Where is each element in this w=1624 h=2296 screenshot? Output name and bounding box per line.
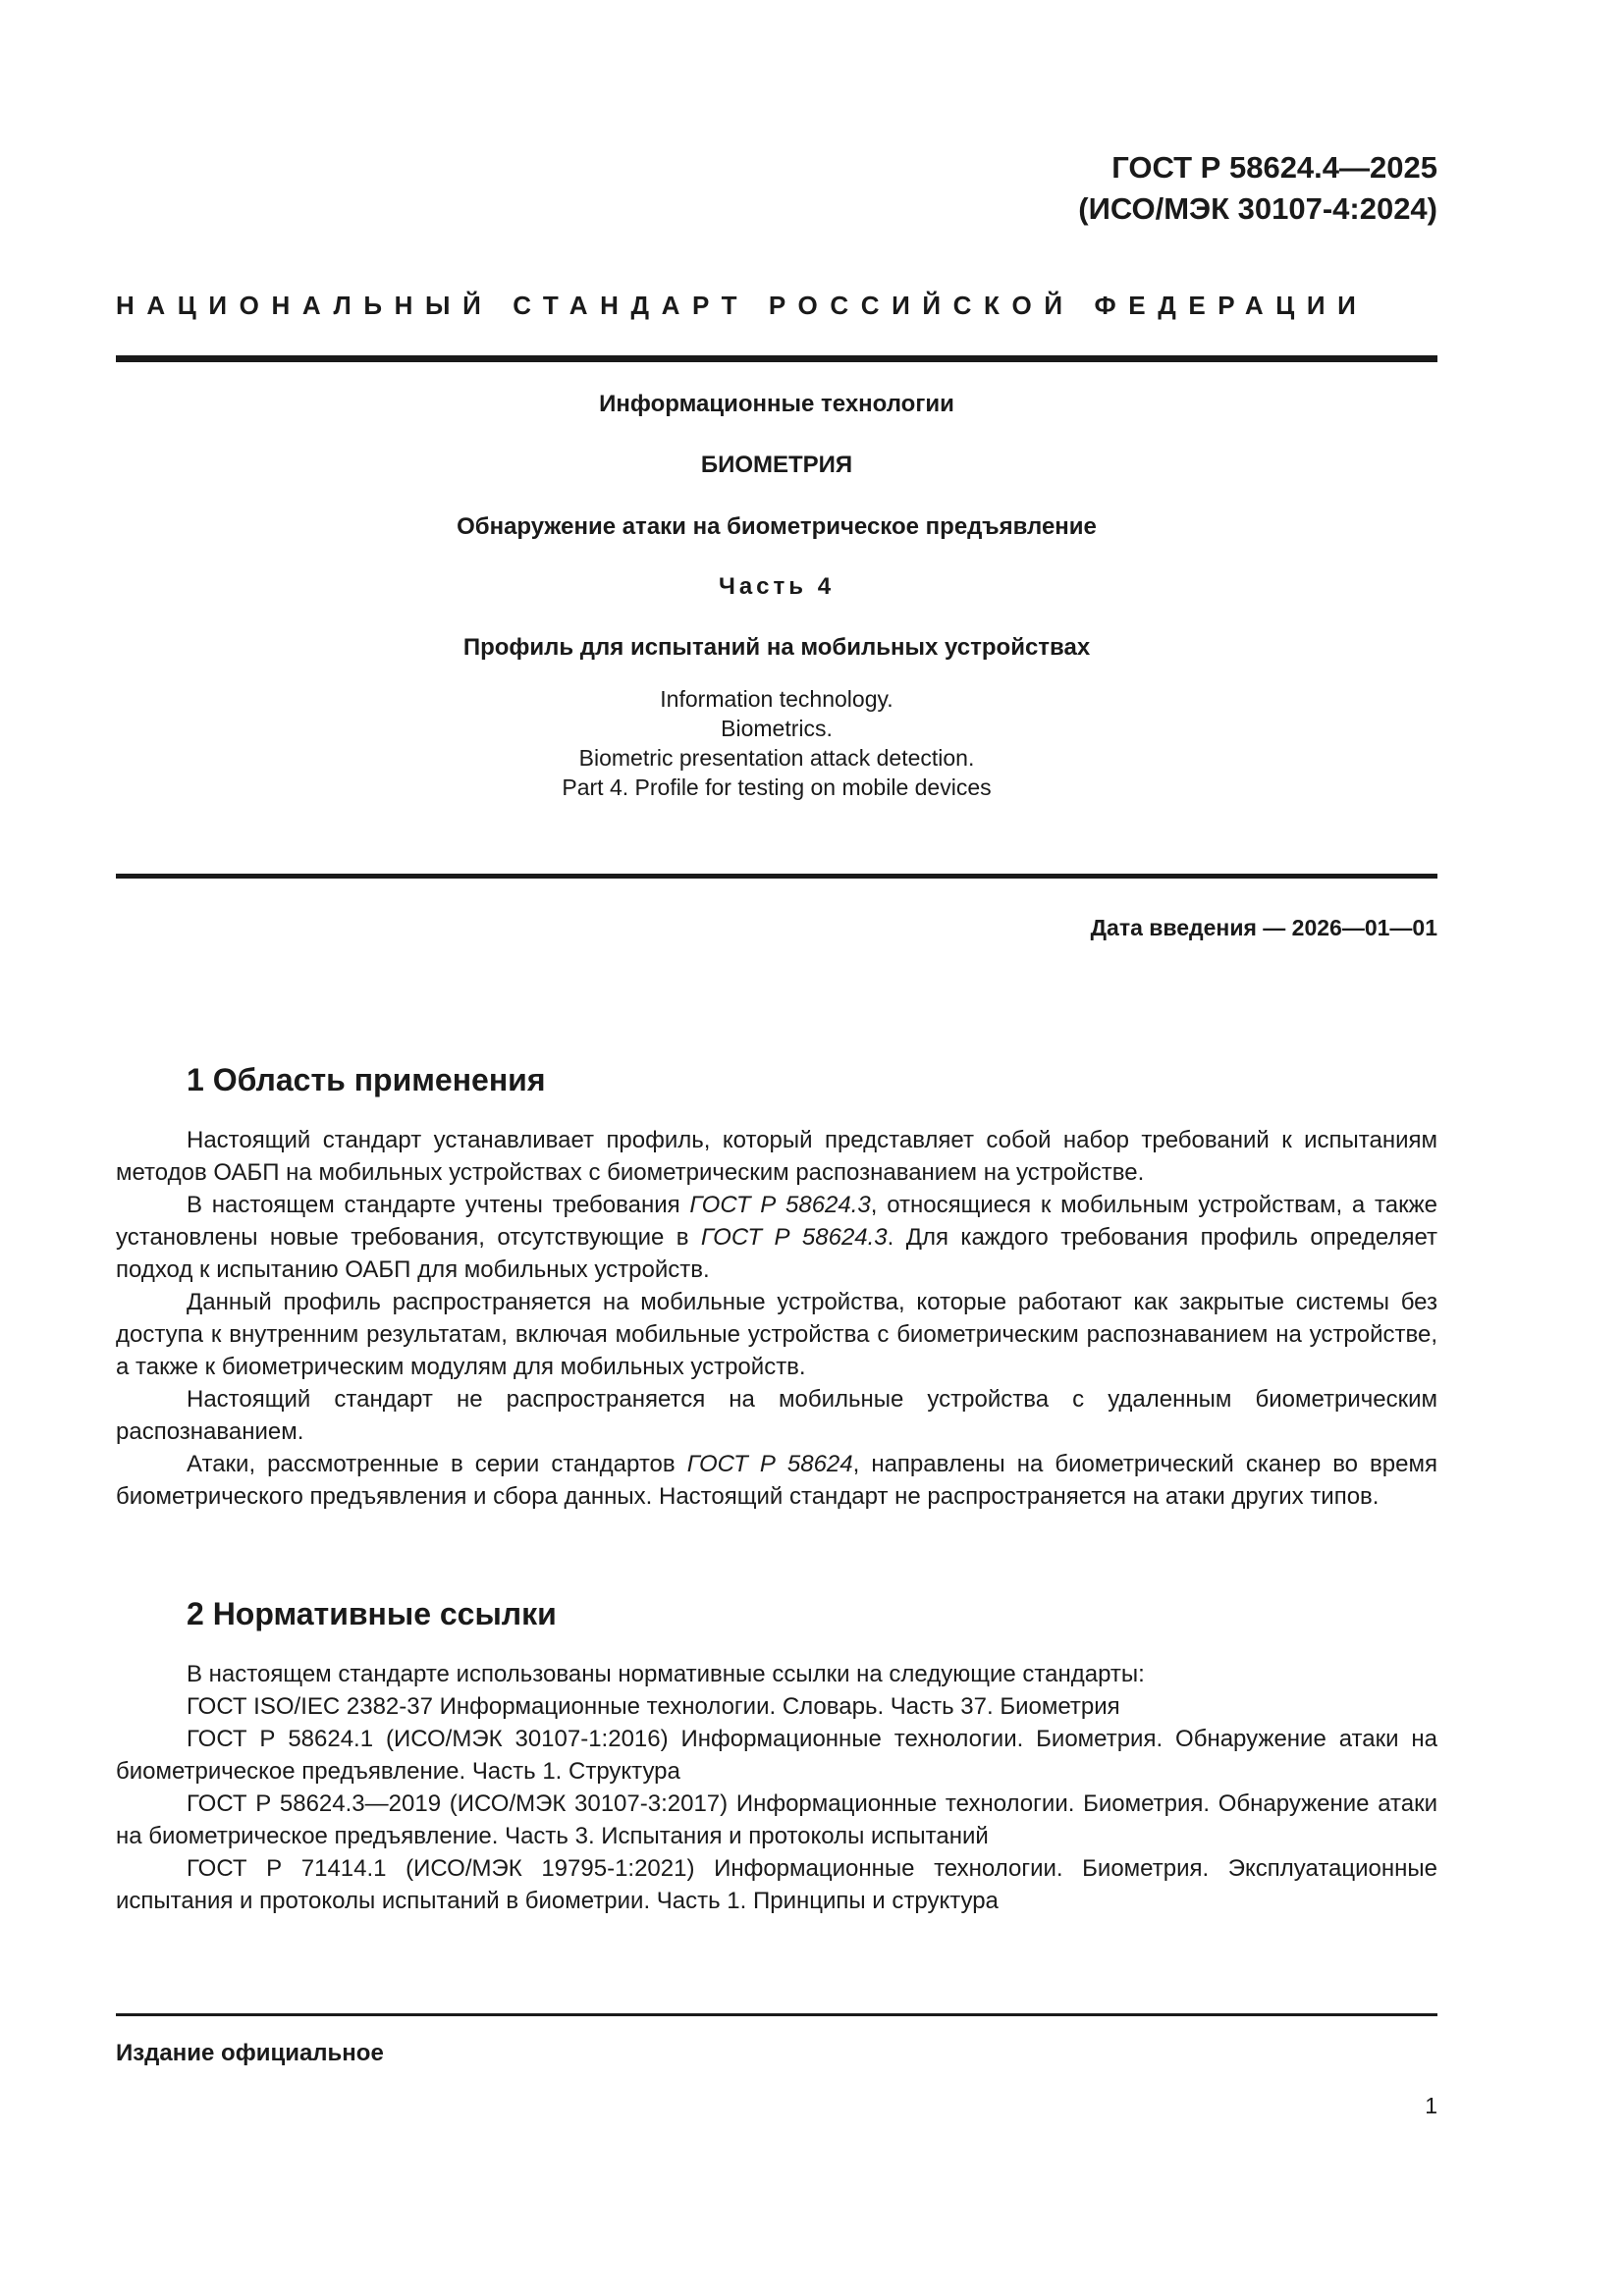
normative-reference: ГОСТ Р 71414.1 (ИСО/МЭК 19795-1:2021) Информационные технологии. Биометрия. Эксплуатационные испытания и протоколы испытаний в биометрии. Часть 1. Принципы и структура [116,1855,1437,1914]
english-title-line: Part 4. Profile for testing on mobile devices [562,774,992,800]
english-title-line: Information technology. [660,686,893,712]
normative-reference: ГОСТ ISO/IEC 2382-37 Информационные технологии. Словарь. Часть 37. Биометрия [187,1693,1120,1720]
paragraph: Атаки, рассмотренные в серии стандартов ГОСТ Р 58624, направлены на биометрический сканер во время биометрического предъявления и сбора данных. Настоящий стандарт не распространяется на атаки других типов. [116,1451,1437,1510]
reference-link: ГОСТ Р 58624.3 [689,1192,871,1218]
title-group: Информационные технологии [599,391,954,417]
divider-top [116,355,1437,362]
english-title [116,684,1437,802]
divider-middle [116,874,1437,879]
english-title-line: Biometric presentation attack detection. [578,745,975,771]
paragraph: В настоящем стандарте учтены требования ГОСТ Р 58624.3, относящиеся к мобильным устройствам, а также установлены новые требования, отсутствующие в ГОСТ Р 58624.3. Для каждого требования профиль определяет подход к испытанию ОАБП для мобильных устройств. [116,1192,1438,1283]
title-block [116,391,1437,802]
designation-line-2: (ИСО/МЭК 30107-4:2024) [1078,191,1437,226]
section-2-heading: 2 Нормативные ссылки [187,1596,557,1631]
national-standard-banner: НАЦИОНАЛЬНЫЙ СТАНДАРТ РОССИЙСКОЙ ФЕДЕРАЦИИ [116,291,1369,320]
paragraph: Данный профиль распространяется на мобильные устройства, которые работают как закрытые системы без доступа к внутренним результатам, включая мобильные устройства с биометрическим распознаванием на устройстве, а также к биометрическим модулям для мобильных устройств. [116,1289,1437,1380]
title-main: БИОМЕТРИЯ [700,452,853,478]
section-2-body [116,1658,1437,1917]
section-1-heading: 1 Область применения [187,1062,546,1097]
normative-reference: ГОСТ Р 58624.1 (ИСО/МЭК 30107-1:2016) Информационные технологии. Биометрия. Обнаружение атаки на биометрическое предъявление. Часть 1. Структура [116,1726,1437,1785]
title-sub: Обнаружение атаки на биометрическое предъявление [457,513,1097,540]
title-part: Часть 4 [718,573,836,600]
normative-reference: ГОСТ Р 58624.3—2019 (ИСО/МЭК 30107-3:2017) Информационные технологии. Биометрия. Обнаружение атаки на биометрическое предъявление. Часть 3. Испытания и протоколы испытаний [116,1790,1437,1849]
title-part-name: Профиль для испытаний на мобильных устройствах [462,634,1091,661]
page-number: 1 [1425,2093,1437,2118]
divider-bottom [116,2013,1437,2016]
designation-line-1: ГОСТ Р 58624.4—2025 [1111,150,1437,185]
introduction-date: Дата введения — 2026—01—01 [1090,915,1437,940]
reference-link: ГОСТ Р 58624 [686,1451,853,1477]
section-1-body [116,1124,1437,1513]
paragraph: В настоящем стандарте использованы нормативные ссылки на следующие стандарты: [187,1661,1145,1687]
standard-designation [1078,147,1437,230]
paragraph: Настоящий стандарт не распространяется на мобильные устройства с удаленным биометрическим распознаванием. [116,1386,1437,1445]
english-title-line: Biometrics. [721,716,833,741]
official-edition-label: Издание официальное [116,2040,384,2066]
paragraph: Настоящий стандарт устанавливает профиль, который представляет собой набор требований к испытаниям методов ОАБП на мобильных устройствах с биометрическим распознаванием на устройстве. [116,1127,1437,1186]
reference-link: ГОСТ Р 58624.3 [700,1224,888,1251]
